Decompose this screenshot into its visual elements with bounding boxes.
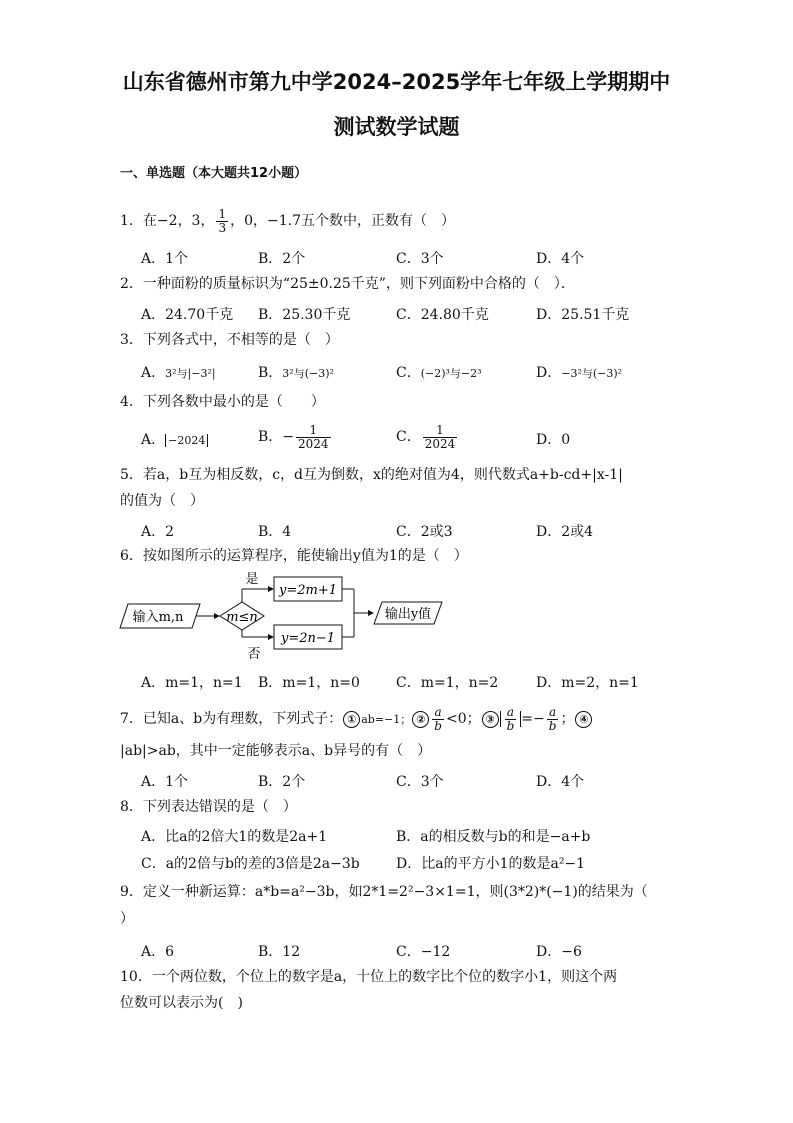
option-expression: −2024 <box>165 434 208 447</box>
expression-3-end: ； <box>560 711 575 728</box>
option-b[interactable]: B．25.30千克 <box>258 307 351 323</box>
fraction <box>432 706 444 732</box>
option-b[interactable]: B．4 <box>258 524 292 540</box>
flow-output-arrowhead <box>368 610 374 616</box>
flow-condition-label: m≤n <box>226 610 258 625</box>
option-a[interactable]: A．1个 <box>141 251 189 267</box>
option-b[interactable] <box>258 362 334 382</box>
option-b[interactable]: B．a的相反数与b的和是−a+b <box>396 829 591 845</box>
flow-no-arrowhead <box>268 634 274 640</box>
option-a[interactable] <box>141 429 208 449</box>
flow-input-label: 输入m,n <box>132 610 184 625</box>
option-expression: 3²与(−3)² <box>282 367 334 380</box>
option-c[interactable]: C．−12 <box>396 944 451 960</box>
option-c[interactable] <box>396 362 482 382</box>
flow-yes-arrowhead <box>268 586 274 592</box>
question-2: 2．一种面粉的质量标识为“25±0.25千克”，则下列面粉中合格的（ ）． <box>120 276 575 292</box>
flow-output-label: 输出y值 <box>384 607 432 622</box>
fraction-denominator: 2024 <box>298 436 329 451</box>
option-d[interactable]: D．2或4 <box>536 524 594 540</box>
option-a[interactable]: A．m=1，n=1 <box>141 675 243 691</box>
options-6 <box>141 672 701 692</box>
option-c[interactable]: C．24.80千克 <box>396 307 489 323</box>
option-c[interactable]: C．3个 <box>396 774 444 790</box>
circled-number: ④ <box>575 711 592 728</box>
question-3: 3．下列各式中，不相等的是（ ） <box>120 332 339 348</box>
option-d[interactable]: D．4个 <box>536 774 585 790</box>
option-label: D． <box>536 365 562 381</box>
option-d[interactable]: D．4个 <box>536 251 585 267</box>
flow-yes-label: 是 <box>245 572 259 587</box>
fraction <box>547 706 559 732</box>
option-b[interactable]: B．m=1，n=0 <box>258 675 360 691</box>
section-heading: 一、单选题（本大题共12小题） <box>120 166 308 181</box>
options-8-row1 <box>141 826 701 846</box>
doc-title-line1: 山东省德州市第九中学2024–2025学年七年级上学期期中 <box>122 70 671 94</box>
fraction-numerator: 1 <box>423 424 458 438</box>
fraction-numerator: 1 <box>296 424 331 438</box>
circled-number: ③ <box>482 711 499 728</box>
fraction-denominator: 2024 <box>424 436 456 451</box>
fraction-denominator: b <box>434 718 442 733</box>
option-c[interactable] <box>396 424 459 450</box>
question-10: 10．一个两位数，个位上的数字是a，十位上的数字比个位的数字小1，则这个两 <box>120 969 618 985</box>
fraction-numerator: a <box>547 706 559 720</box>
question-7 <box>120 706 593 732</box>
option-d[interactable]: D．25.51千克 <box>536 307 630 323</box>
flowchart <box>118 572 448 664</box>
question-5: 5．若a，b互为相反数，c，d互为倒数，x的绝对值为4，则代数式a+b-cd+|x-1| <box>120 467 623 483</box>
question-9: 9．定义一种新运算：a*b=a²−3b，如2*1=2²−3×1=1，则(3*2)*(−1)的结果为（ <box>120 884 648 900</box>
expression-2: <0； <box>445 711 481 728</box>
options-2 <box>141 304 701 324</box>
question-4: 4．下列各数中最小的是（ ） <box>120 394 325 410</box>
option-label: A． <box>141 365 166 381</box>
doc-title-line2: 测试数学试题 <box>333 115 460 139</box>
question-8: 8．下列表达错误的是（ ） <box>120 799 297 815</box>
flow-no-box-label: y=2n−1 <box>280 631 336 646</box>
flow-yes-box-label: y=2m+1 <box>279 583 337 598</box>
option-b[interactable]: B．12 <box>258 944 301 960</box>
fraction-numerator: a <box>505 706 517 720</box>
question-number: 1． <box>120 213 143 230</box>
expression-3: =− <box>521 711 545 728</box>
circled-number: ② <box>412 711 429 728</box>
option-d[interactable]: D．0 <box>536 432 571 448</box>
options-7 <box>141 771 701 791</box>
option-a[interactable]: A．比a的2倍大1的数是2a+1 <box>141 829 328 845</box>
option-d[interactable]: D．比a的平方小1的数是a²−1 <box>396 856 586 872</box>
option-expression: (−2)³与−2³ <box>420 367 482 380</box>
fraction <box>423 424 458 450</box>
option-label: B． <box>258 429 283 446</box>
options-5 <box>141 521 701 541</box>
option-a[interactable]: A．24.70千克 <box>141 307 234 323</box>
fraction-denominator: 3 <box>218 220 227 235</box>
option-b[interactable]: B．2个 <box>258 251 306 267</box>
fraction <box>505 706 517 732</box>
question-6: 6．按如图所示的运算程序，能使输出y值为1的是（ ） <box>120 548 468 564</box>
fraction-numerator: 1 <box>218 207 227 221</box>
option-c[interactable]: C．a的2倍与b的差的3倍是2a−3b <box>141 856 360 872</box>
question-1 <box>120 208 455 234</box>
fraction <box>296 424 331 450</box>
option-label: C． <box>396 365 421 381</box>
option-d[interactable]: D．−6 <box>536 944 582 960</box>
flow-no-label: 否 <box>247 647 261 662</box>
fraction-numerator: a <box>432 706 444 720</box>
fraction-denominator: b <box>506 718 515 733</box>
fraction-denominator: b <box>548 718 557 733</box>
options-4 <box>141 424 701 456</box>
option-label: B． <box>258 365 283 381</box>
fraction <box>216 208 228 234</box>
option-d[interactable] <box>536 362 622 382</box>
option-c[interactable]: C．2或3 <box>396 524 453 540</box>
option-b[interactable] <box>258 424 333 450</box>
circled-number: ① <box>343 711 360 728</box>
option-label: C． <box>396 429 421 446</box>
question-9-cont: ） <box>120 911 134 927</box>
option-a[interactable]: A．1个 <box>141 774 189 790</box>
option-expression: −3²与(−3)² <box>561 367 623 380</box>
option-a[interactable]: A．2 <box>141 524 175 540</box>
question-number: 7． <box>120 711 143 728</box>
options-3 <box>141 362 701 382</box>
option-a[interactable]: A．6 <box>141 944 175 960</box>
option-c[interactable]: C．3个 <box>396 251 444 267</box>
option-a[interactable] <box>141 362 216 382</box>
options-8-row2 <box>141 853 701 873</box>
expression-1: ab=−1； <box>361 713 412 727</box>
minus-sign: − <box>282 429 295 446</box>
question-text: 在 <box>142 213 157 230</box>
question-10-cont: 位数可以表示为( ) <box>120 995 243 1011</box>
flow-yes-line <box>238 589 242 602</box>
question-text: 已知a、b为有理数，下列式子： <box>142 711 343 728</box>
question-text: −2，3， <box>156 213 215 230</box>
options-9 <box>141 941 701 961</box>
option-expression: 3²与|−3²| <box>165 367 216 380</box>
option-label: A． <box>141 432 166 448</box>
question-text: ，0，−1.7五个数中，正数有（ ） <box>230 213 456 230</box>
option-b[interactable]: B．2个 <box>258 774 306 790</box>
option-d[interactable]: D．m=2，n=1 <box>536 675 639 691</box>
option-c[interactable]: C．m=1，n=2 <box>396 675 499 691</box>
question-7-cont: |ab|>ab，其中一定能够表示a、b异号的有（ ） <box>120 743 432 759</box>
question-5-cont: 的值为（ ） <box>120 493 204 509</box>
options-1 <box>141 248 701 268</box>
